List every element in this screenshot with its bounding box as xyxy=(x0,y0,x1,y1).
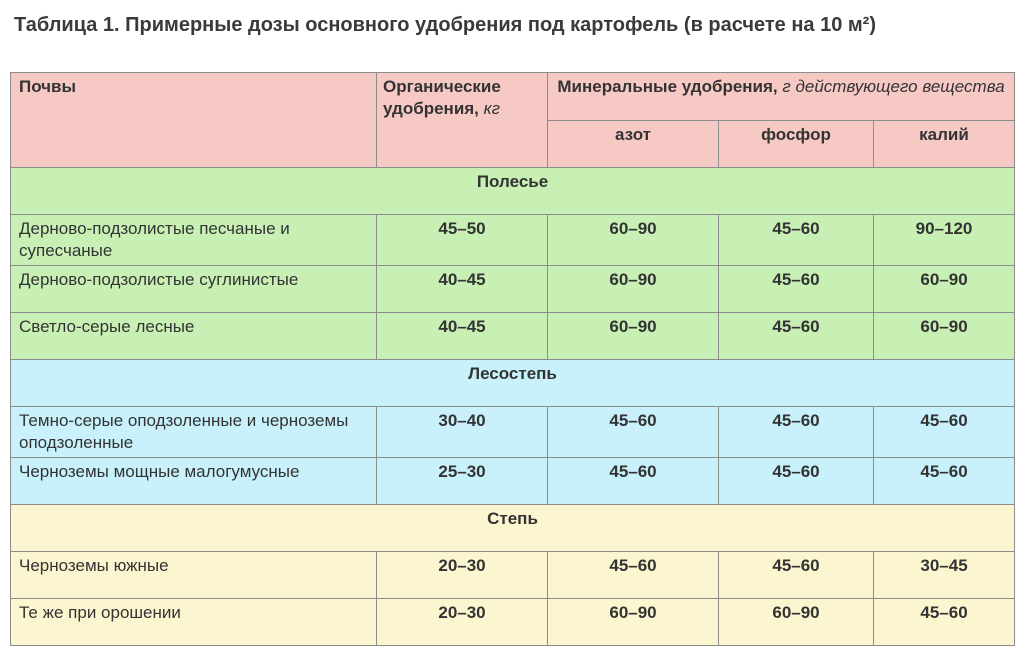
nitrogen-value: 60–90 xyxy=(548,266,719,313)
potassium-value: 45–60 xyxy=(874,407,1015,458)
phosphorus-value: 60–90 xyxy=(719,599,874,646)
header-row xyxy=(11,73,1015,121)
section-row-polesie xyxy=(11,168,1015,215)
potassium-value: 90–120 xyxy=(874,215,1015,266)
organic-value: 40–45 xyxy=(377,313,548,360)
organic-value: 20–30 xyxy=(377,599,548,646)
section-row-step xyxy=(11,505,1015,552)
table-row xyxy=(11,599,1015,646)
soil-name: Черноземы мощные малогумусные xyxy=(11,458,377,505)
nitrogen-value: 60–90 xyxy=(548,215,719,266)
phosphorus-value: 45–60 xyxy=(719,313,874,360)
nitrogen-value: 60–90 xyxy=(548,313,719,360)
phosphorus-value: 45–60 xyxy=(719,552,874,599)
organic-value: 25–30 xyxy=(377,458,548,505)
soil-name: Те же при орошении xyxy=(11,599,377,646)
header-potassium: калий xyxy=(874,121,1015,168)
organic-value: 20–30 xyxy=(377,552,548,599)
organic-value: 45–50 xyxy=(377,215,548,266)
phosphorus-value: 45–60 xyxy=(719,266,874,313)
section-row-lesostep xyxy=(11,360,1015,407)
potassium-value: 45–60 xyxy=(874,599,1015,646)
table-row xyxy=(11,313,1015,360)
header-nitrogen: азот xyxy=(548,121,719,168)
soil-name: Дерново-подзолистые песчаные и супесчаные xyxy=(11,215,377,266)
potassium-value: 30–45 xyxy=(874,552,1015,599)
phosphorus-value: 45–60 xyxy=(719,407,874,458)
soil-name: Черноземы южные xyxy=(11,552,377,599)
header-organic xyxy=(377,73,548,168)
table-row xyxy=(11,266,1015,313)
header-mineral-unit: г действующего вещества xyxy=(782,77,1005,96)
table-row xyxy=(11,407,1015,458)
table-row xyxy=(11,215,1015,266)
potassium-value: 45–60 xyxy=(874,458,1015,505)
nitrogen-value: 60–90 xyxy=(548,599,719,646)
table-title: Таблица 1. Примерные дозы основного удобрения под картофель (в расчете на 10 м²) xyxy=(14,14,876,36)
section-title: Степь xyxy=(11,505,1015,552)
nitrogen-value: 45–60 xyxy=(548,458,719,505)
soil-name: Дерново-подзолистые суглинистые xyxy=(11,266,377,313)
potassium-value: 60–90 xyxy=(874,313,1015,360)
organic-value: 30–40 xyxy=(377,407,548,458)
phosphorus-value: 45–60 xyxy=(719,458,874,505)
table-row xyxy=(11,552,1015,599)
soil-name: Светло-серые лесные xyxy=(11,313,377,360)
table-row xyxy=(11,458,1015,505)
phosphorus-value: 45–60 xyxy=(719,215,874,266)
section-title: Лесостепь xyxy=(11,360,1015,407)
nitrogen-value: 45–60 xyxy=(548,407,719,458)
header-soils: Почвы xyxy=(11,73,377,168)
nitrogen-value: 45–60 xyxy=(548,552,719,599)
header-phosphorus: фосфор xyxy=(719,121,874,168)
header-mineral xyxy=(548,73,1015,121)
soil-name: Темно-серые оподзоленные и черноземы оподзоленные xyxy=(11,407,377,458)
header-organic-label: Органические удобрения, xyxy=(383,77,501,118)
organic-value: 40–45 xyxy=(377,266,548,313)
header-mineral-label: Минеральные удобрения, xyxy=(557,77,778,96)
potassium-value: 60–90 xyxy=(874,266,1015,313)
fertilizer-table xyxy=(10,72,1015,646)
section-title: Полесье xyxy=(11,168,1015,215)
header-organic-unit: кг xyxy=(483,99,501,118)
